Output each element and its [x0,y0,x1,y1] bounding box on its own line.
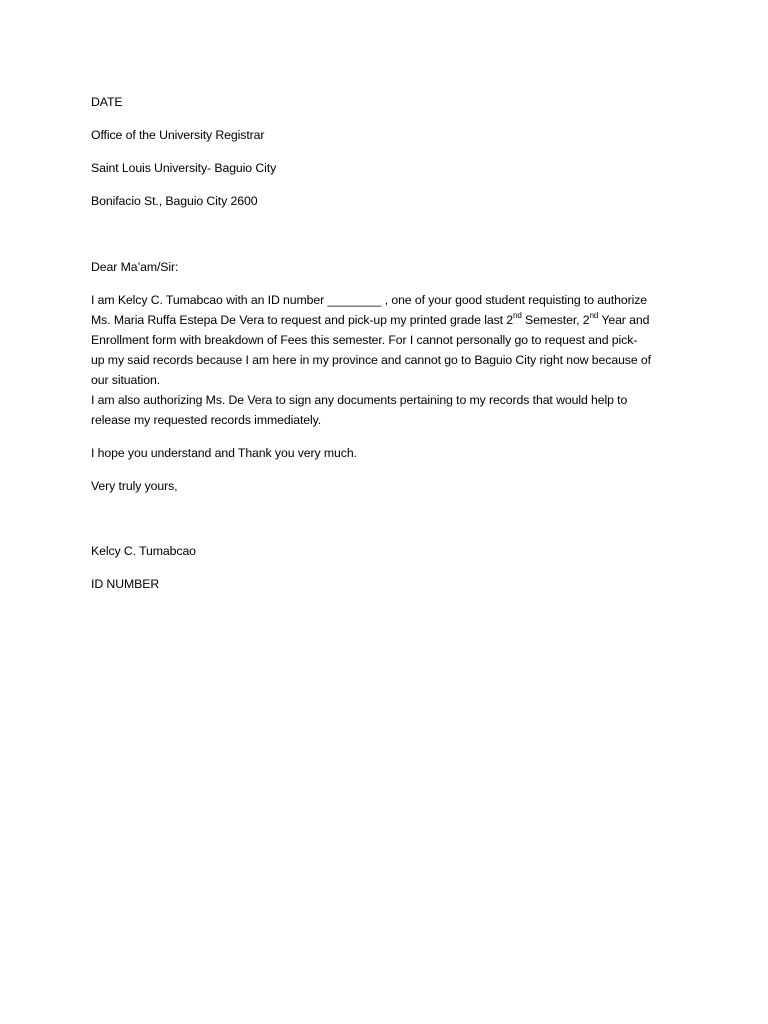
body-paragraph [91,290,681,430]
body-line-2-text-a: Ms. Maria Ruffa Estepa De Vera to request and pick-up my printed grade last 2 [91,313,514,327]
ordinal-suffix: nd [513,310,522,320]
recipient-address: Bonifacio St., Baguio City 2600 [91,194,258,208]
closing-line: Very truly yours, [91,479,178,493]
body-line-7: release my requested records immediately. [91,413,322,427]
recipient-office: Office of the University Registrar [91,128,265,142]
body-line-6: I am also authorizing Ms. De Vera to sign any documents pertaining to my records that would help to [91,393,628,407]
thanks-line: I hope you understand and Thank you very much. [91,446,357,460]
signatory-name: Kelcy C. Tumabcao [91,544,196,558]
ordinal-suffix: nd [589,310,599,320]
salutation: Dear Ma’am/Sir: [91,260,179,274]
body-line-2-text-b: Semester, 2 [521,313,590,327]
body-line-4: up my said records because I am here in my province and cannot go to Baguio City right now because of [91,353,651,367]
body-line-3: Enrollment form with breakdown of Fees this semester. For I cannot personally go to request and pick- [91,333,638,347]
recipient-university: Saint Louis University- Baguio City [91,161,277,175]
body-line-5: our situation. [91,373,161,387]
id-number-label: ID NUMBER [91,577,160,591]
date-line: DATE [91,95,123,109]
body-line-1: I am Kelcy C. Tumabcao with an ID number ________ , one of your good student requisting to authorize [91,293,647,307]
body-line-2 [91,310,681,330]
body-line-2-text-c: Year and [598,313,650,327]
